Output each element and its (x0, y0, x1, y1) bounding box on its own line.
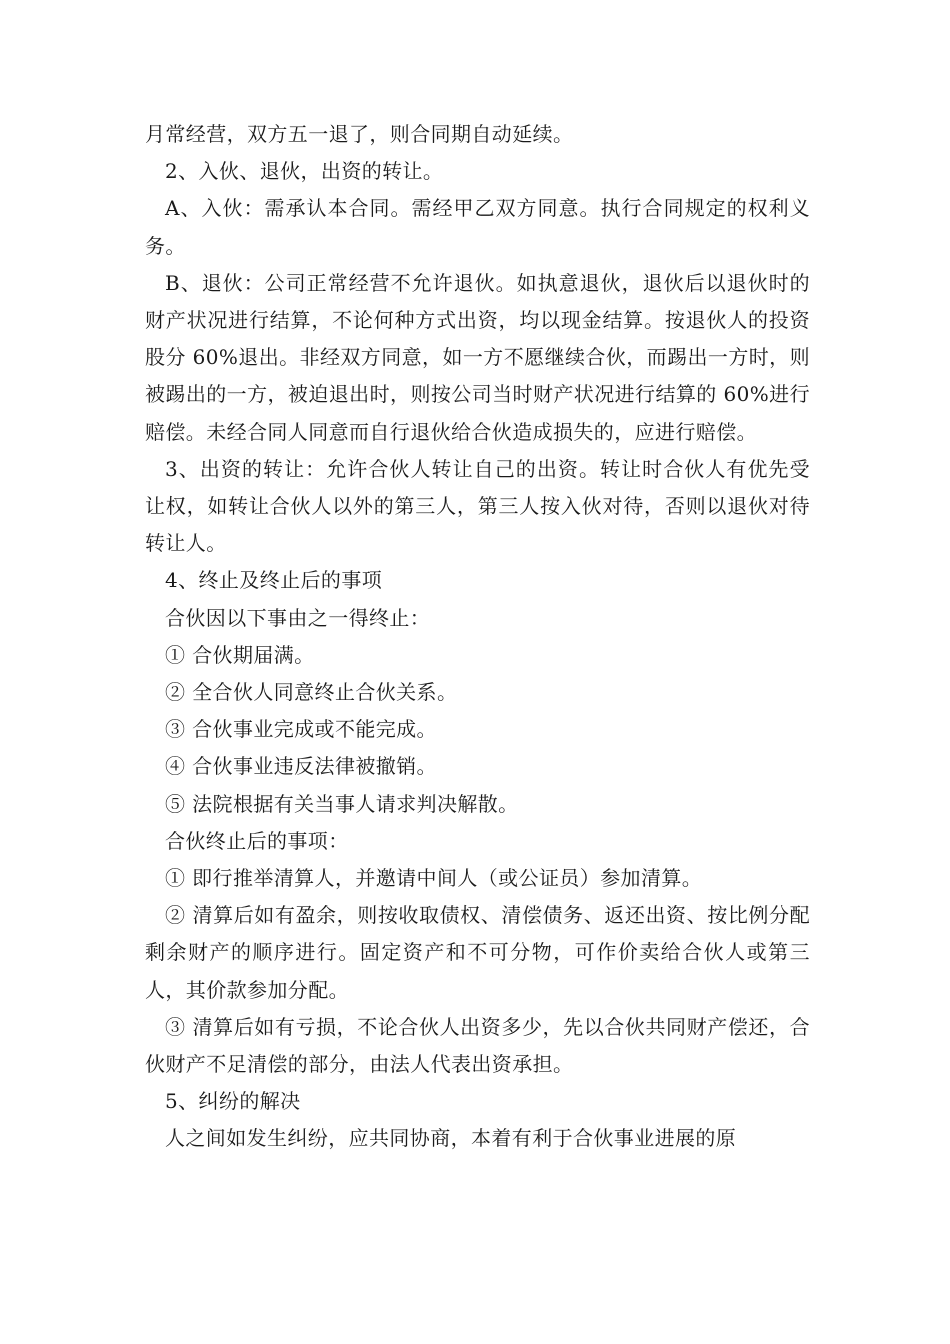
list-item-termination-3: ③ 合伙事业完成或不能完成。 (165, 717, 437, 742)
list-item-post-termination-1: ① 即行推举清算人，并邀请中间人（或公证员）参加清算。 (165, 866, 703, 891)
section-heading-5: 5、纠纷的解决 (165, 1089, 301, 1114)
list-item-termination-2: ② 全合伙人同意终止合伙关系。 (165, 680, 458, 705)
paragraph-dispute-resolution: 人之间如发生纠纷，应共同协商，本着有利于合伙事业进展的原 (165, 1126, 737, 1151)
list-item-post-termination-2: ② 清算后如有盈余，则按收取债权、清偿债务、返还出资、按比例分配剩余财产的顺序进行。固定资产和不可分物，可作价卖给合伙人或第三人，其价款参加分配。 (145, 903, 810, 1002)
paragraph-continuation: 月常经营，双方五一退了，则合同期自动延续。 (145, 122, 574, 146)
document-body (145, 116, 810, 1158)
list-item-termination-5: ⑤ 法院根据有关当事人请求判决解散。 (165, 791, 519, 816)
paragraph-termination-intro: 合伙因以下事由之一得终止： (165, 605, 431, 630)
paragraph-withdraw-partnership: B、退伙：公司正常经营不允许退伙。如执意退伙，退伙后以退伙时的财产状况进行结算，不论何种方式出资，均以现金结算。按退伙人的投资股分 60%退出。非经双方同意，如一方不愿继续合伙，而踢出一方时，则被踢出的一方，被迫退出时，则按公司当时财产状况进行结算的 60%进行赔偿。未经合同人同意而自行退伙给合伙造成损失的，应进行赔偿。 (145, 270, 810, 444)
list-item-post-termination-3: ③ 清算后如有亏损，不论合伙人出资多少，先以合伙共同财产偿还，合伙财产不足清偿的部分，由法人代表出资承担。 (145, 1014, 810, 1077)
section-heading-2: 2、入伙、退伙，出资的转让。 (165, 159, 444, 184)
paragraph-post-termination-intro: 合伙终止后的事项： (165, 828, 349, 853)
paragraph-capital-transfer: 3、出资的转让：允许合伙人转让自己的出资。转让时合伙人有优先受让权，如转让合伙人以外的第三人，第三人按入伙对待，否则以退伙对待转让人。 (145, 456, 810, 556)
list-item-termination-4: ④ 合伙事业违反法律被撤销。 (165, 754, 437, 779)
paragraph-join-partnership: A、入伙：需承认本合同。需经甲乙双方同意。执行合同规定的权利义务。 (145, 196, 810, 258)
section-heading-4: 4、终止及终止后的事项 (165, 568, 383, 593)
list-item-termination-1: ① 合伙期届满。 (165, 642, 315, 667)
